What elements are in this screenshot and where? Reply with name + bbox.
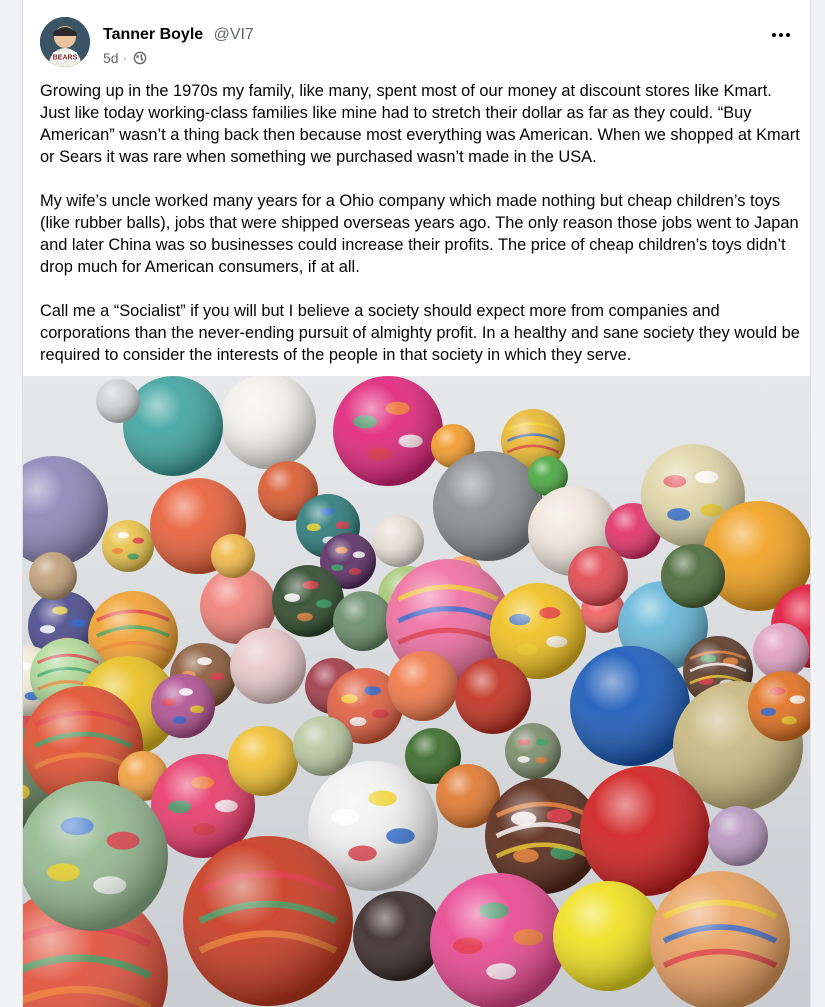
ball-shading — [553, 881, 663, 991]
ball-shading — [183, 836, 353, 1006]
ball-shading — [123, 376, 223, 476]
more-horizontal-icon — [772, 33, 776, 37]
ball-shading — [333, 591, 393, 651]
ball-shading — [708, 806, 768, 866]
ball-shading — [430, 873, 566, 1007]
ball-shading — [353, 891, 443, 981]
ball-shading — [220, 376, 316, 469]
ball-shading — [580, 766, 710, 896]
author-line — [103, 26, 254, 44]
ball-shading — [293, 716, 353, 776]
ball-shading — [433, 451, 543, 561]
post-meta — [103, 50, 147, 66]
ball-shading — [661, 544, 725, 608]
post-paragraph: Growing up in the 1970s my family, like many, spent most of our money at discount stores like Kmart. Just like today working-class families like mine had to stretch their dollar as far as they could. “Buy American” wasn’t a thing back then because most everything was American. When we shopped at Kmart or Sears it was rare when something we purchased wasn’t made in the USA. — [40, 82, 800, 166]
ball-shading — [505, 723, 561, 779]
ball-shading — [455, 658, 531, 734]
avatar[interactable] — [40, 17, 90, 67]
avatar-image — [40, 17, 90, 67]
post-paragraph: Call me a “Socialist” if you will but I believe a society should expect more from companies and corporations than the never-ending pursuit of almighty profit. In a healthy and sane society they would be required to consider the interests of the people in that society in which they serve. — [40, 302, 800, 364]
post-paragraph: My wife’s uncle worked many years for a Ohio company which made nothing but cheap children’s toys (like rubber balls), jobs that were shipped overseas years ago. The only reason those jobs went to Japan and later China was so businesses could increase their profits. The price of cheap children’s toys didn’t drop much for American consumers, if at all. — [40, 192, 799, 276]
post-body — [40, 80, 805, 366]
author-name[interactable]: Tanner Boyle — [103, 26, 204, 43]
post-header — [23, 0, 810, 78]
ball-shading — [333, 376, 443, 486]
post-card — [22, 0, 811, 1007]
globe-icon — [133, 51, 147, 65]
avatar-jersey-text: BEARS — [52, 54, 78, 62]
ball-shading — [272, 565, 344, 637]
ball-shading — [29, 552, 77, 600]
author-handle[interactable]: @VI7 — [213, 26, 254, 43]
ball-shading — [102, 520, 154, 572]
ball-shading — [96, 379, 140, 423]
ball-shading — [753, 623, 809, 679]
ball-shading — [388, 651, 458, 721]
ball-shading — [23, 781, 168, 931]
ball-shading — [151, 674, 215, 738]
ball-shading — [570, 646, 690, 766]
ball-shading — [372, 515, 424, 567]
ball-shading — [568, 546, 628, 606]
meta-separator: · — [122, 51, 127, 65]
bouncy-balls-photo — [23, 376, 810, 1007]
post-photo[interactable] — [23, 376, 810, 1007]
ball-shading — [211, 534, 255, 578]
timestamp[interactable]: 5d — [103, 50, 119, 66]
ball-shading — [230, 628, 306, 704]
more-options-button[interactable] — [768, 22, 794, 48]
ball-shading — [228, 726, 298, 796]
ball-shading — [650, 871, 790, 1007]
